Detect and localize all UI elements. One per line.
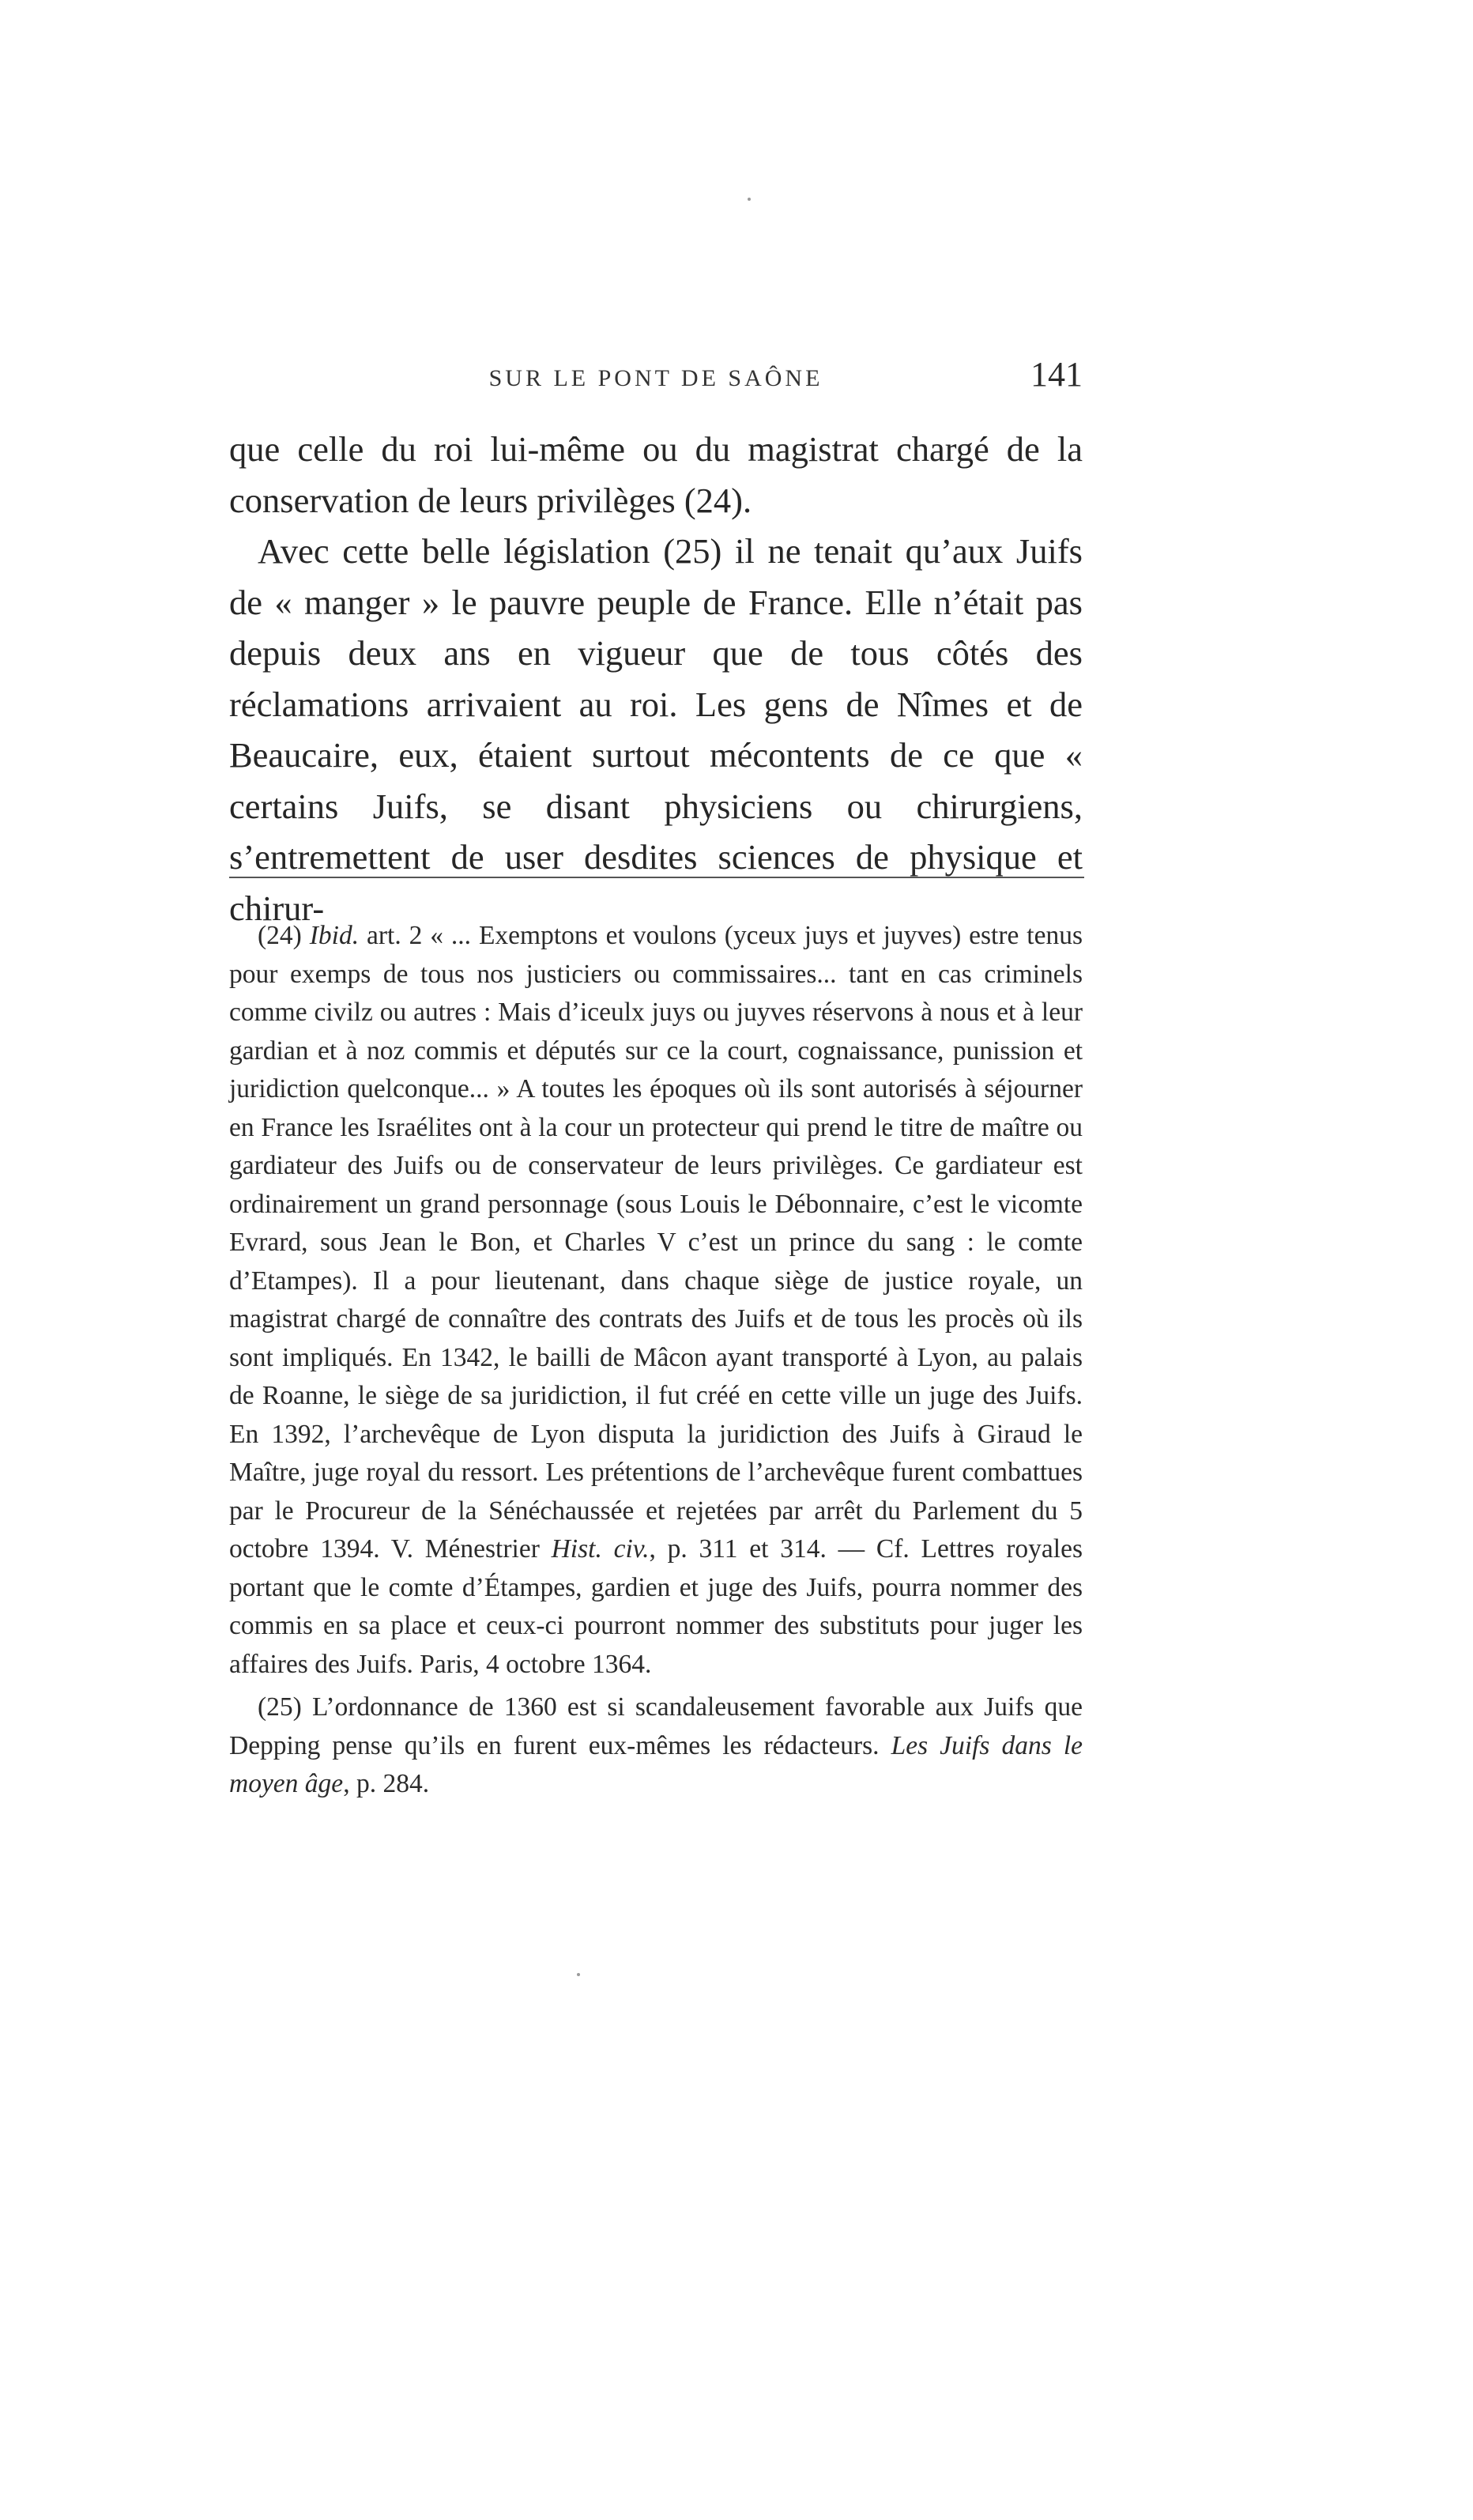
page-header <box>229 354 1083 402</box>
body-paragraph: que celle du roi lui-même ou du magistrat chargé de la conservation de leurs privilèges (24). <box>229 429 1083 520</box>
main-text <box>229 424 1083 934</box>
footnote-text: (24) <box>258 921 310 950</box>
footnote-italic-ref: Hist. civ. <box>551 1534 650 1564</box>
footnote-24 <box>229 917 1083 1684</box>
paper-speck <box>748 198 751 201</box>
footnote-text: art. 2 « ... Exemptons et voulons (yceux juys et juyves) estre tenus pour exemps de tous nos justiciers ou commissaires... tant en cas criminels comme civilz ou autres : Mais d’iceulx juys ou juyves réservons à nous et à leur gardian et à noz commis et députés sur ce la court, cognaissance, punission et juridiction quelconque... » A toutes les époques où ils sont autorisés à séjourner en France les Israélites ont à la cour un protecteur qui prend le titre de maître ou gardiateur des Juifs ou de conservateur de leurs privilèges. Ce gardiateur est ordinairement un grand personnage (sous Louis le Débonnaire, c’est le vicomte Evrard, sous Jean le Bon, et Charles V c’est un prince du sang : le comte d’Etampes). Il a pour lieutenant, dans chaque siège de justice royale, un magistrat chargé de connaître des contrats des Juifs et de tous les procès où ils sont impliqués. En 1342, le bailli de Mâcon ayant transporté à Lyon, au palais de Roanne, le siège de sa juridiction, il fut créé en cette ville un juge des Juifs. En 1392, l’archevêque de Lyon disputa la juridiction des Juifs à Giraud le Maître, juge royal du ressort. Les prétentions de l’archevêque furent combattues par le Procureur de la Sénéchaussée et rejetées par arrêt du Parlement du 5 octobre 1394. V. Ménestrier <box>229 921 1083 1564</box>
footnote-text: , p. 284. <box>343 1769 430 1798</box>
footnote-separator <box>229 877 1084 878</box>
footnotes <box>229 917 1083 1809</box>
footnote-text: , p. 311 et 314. — Cf. Lettres royales portant que le comte d’Étampes, gardien et juge des Juifs, pourra nommer des commis en sa place et ceux-ci pourront nommer des substituts pour juger les affaires des Juifs. Paris, 4 octobre 1364. <box>229 1534 1083 1679</box>
footnote-book-title: Les Juifs dans le moyen âge <box>229 1730 1083 1798</box>
footnote-text: (25) L’ordonnance de 1360 est si scandaleusement favorable aux Juifs que Depping pense qu’ils en furent eux-mêmes les rédacteurs. <box>229 1692 1083 1760</box>
page-number: 141 <box>1030 355 1083 394</box>
paper-speck <box>577 1973 580 1976</box>
footnote-italic-ref: Ibid. <box>309 921 360 950</box>
body-paragraph: Avec cette belle législation (25) il ne tenait qu’aux Juifs de « manger » le pauvre peuple de France. Elle n’était pas depuis deux ans en vigueur que de tous côtés des réclamations arrivaient au roi. Les gens de Nîmes et de Beaucaire, eux, étaient surtout mécontents de ce que « certains Juifs, se disant physiciens ou chirurgiens, s’entremettent de user desdites sciences de physique et chirur- <box>229 531 1083 928</box>
footnote-25 <box>229 1688 1083 1804</box>
running-head: SUR LE PONT DE SAÔNE <box>488 365 823 391</box>
